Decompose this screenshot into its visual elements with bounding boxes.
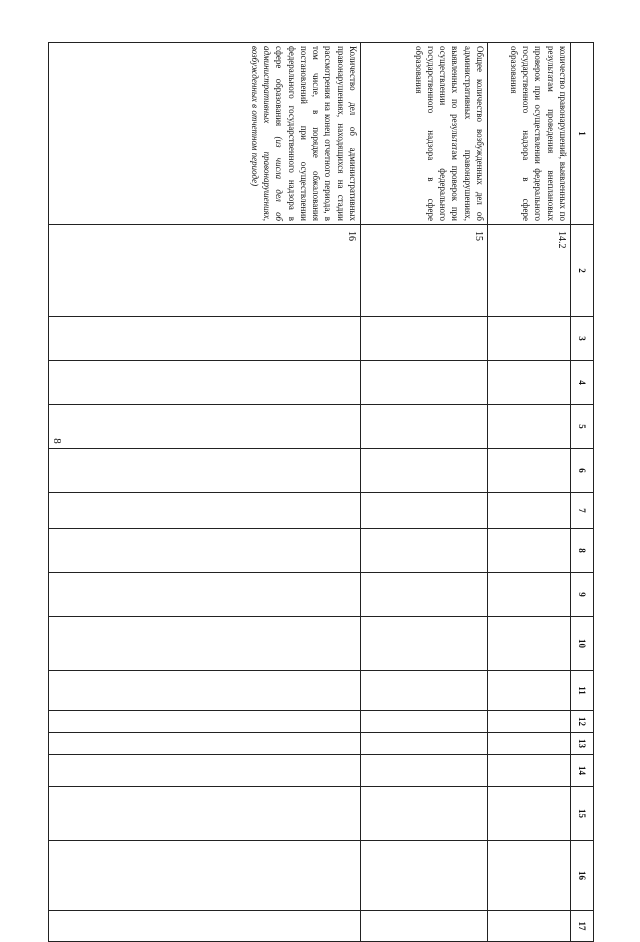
table-cell	[49, 573, 361, 617]
table-row	[488, 43, 571, 942]
table-cell	[361, 405, 488, 449]
row-code: 14.2	[556, 231, 567, 249]
table-row	[49, 43, 361, 942]
table-row	[361, 43, 488, 942]
table-cell	[361, 911, 488, 942]
table-cell	[49, 711, 361, 733]
column-header: 17	[571, 911, 594, 942]
column-header: 7	[571, 493, 594, 529]
column-header: 5	[571, 405, 594, 449]
table-cell	[49, 911, 361, 942]
table-cell	[49, 529, 361, 573]
table-cell	[361, 617, 488, 671]
report-table	[48, 42, 594, 942]
table-cell	[361, 317, 488, 361]
table-cell	[49, 671, 361, 711]
row-label	[248, 43, 360, 224]
table-cell	[488, 573, 571, 617]
column-header: 11	[571, 671, 594, 711]
table-cell	[488, 449, 571, 493]
table-cell	[361, 787, 488, 841]
table-cell	[361, 573, 488, 617]
row-label: количество правонарушений, выявленных по результатам проведения внеплановых проверок при осуществлении федерального государственного надзора в сфере образования	[508, 46, 568, 221]
table-cell	[488, 711, 571, 733]
table-cell	[488, 787, 571, 841]
column-header: 15	[571, 787, 594, 841]
table-cell	[49, 493, 361, 529]
table-cell	[488, 671, 571, 711]
column-header: 13	[571, 733, 594, 755]
table-cell	[361, 711, 488, 733]
table-cell	[488, 529, 571, 573]
table-cell	[488, 755, 571, 787]
column-header: 10	[571, 617, 594, 671]
row-code-cell	[361, 225, 488, 317]
page-number: 8	[51, 438, 63, 444]
row-code-cell	[49, 225, 361, 317]
table-cell	[361, 361, 488, 405]
table-cell	[488, 841, 571, 911]
column-header: 9	[571, 573, 594, 617]
table-cell	[488, 405, 571, 449]
table-cell	[49, 733, 361, 755]
table-cell	[49, 755, 361, 787]
table-cell	[361, 671, 488, 711]
table-cell	[361, 841, 488, 911]
table-cell	[488, 361, 571, 405]
table-cell	[488, 911, 571, 942]
row-label-note: (из числа дел об административных правонарушениях, возбужденных в отчетном периоде)	[249, 46, 285, 221]
row-label: Общее количество возбужденных дел об административных правонарушениях, выявленных по результатам проверок при осуществлении федерального государственного надзора в сфере образования	[413, 46, 485, 221]
header-row	[571, 43, 594, 942]
table-cell	[488, 493, 571, 529]
row-label-cell	[361, 43, 488, 225]
column-header: 4	[571, 361, 594, 405]
table-cell	[49, 361, 361, 405]
row-label-cell	[49, 43, 361, 225]
table-cell	[49, 317, 361, 361]
row-label-text: Количество дел об административных правонарушениях, находящихся на стадии рассмотрения на конец отчетного периода, в том числе, в порядке обжалования постановлений при осуществлении федерального государственного надзора в сфере образования	[274, 46, 358, 221]
column-header: 8	[571, 529, 594, 573]
row-code: 15	[473, 231, 484, 241]
column-header: 14	[571, 755, 594, 787]
table-cell	[488, 617, 571, 671]
table-cell	[49, 787, 361, 841]
column-header: 12	[571, 711, 594, 733]
table-cell	[488, 317, 571, 361]
table-cell	[361, 755, 488, 787]
table-cell	[49, 617, 361, 671]
column-header: 2	[571, 225, 594, 317]
table-cell	[361, 529, 488, 573]
row-label-cell	[488, 43, 571, 225]
table-cell	[361, 449, 488, 493]
column-header: 6	[571, 449, 594, 493]
column-header: 16	[571, 841, 594, 911]
table-cell	[49, 841, 361, 911]
table-cell	[488, 733, 571, 755]
table-cell	[361, 493, 488, 529]
column-header: 1	[571, 43, 594, 225]
table-cell	[361, 733, 488, 755]
rotated-table-wrapper	[48, 42, 594, 931]
row-code-cell	[488, 225, 571, 317]
table-cell	[49, 449, 361, 493]
table-cell	[49, 405, 361, 449]
column-header: 3	[571, 317, 594, 361]
row-code: 16	[346, 231, 357, 241]
